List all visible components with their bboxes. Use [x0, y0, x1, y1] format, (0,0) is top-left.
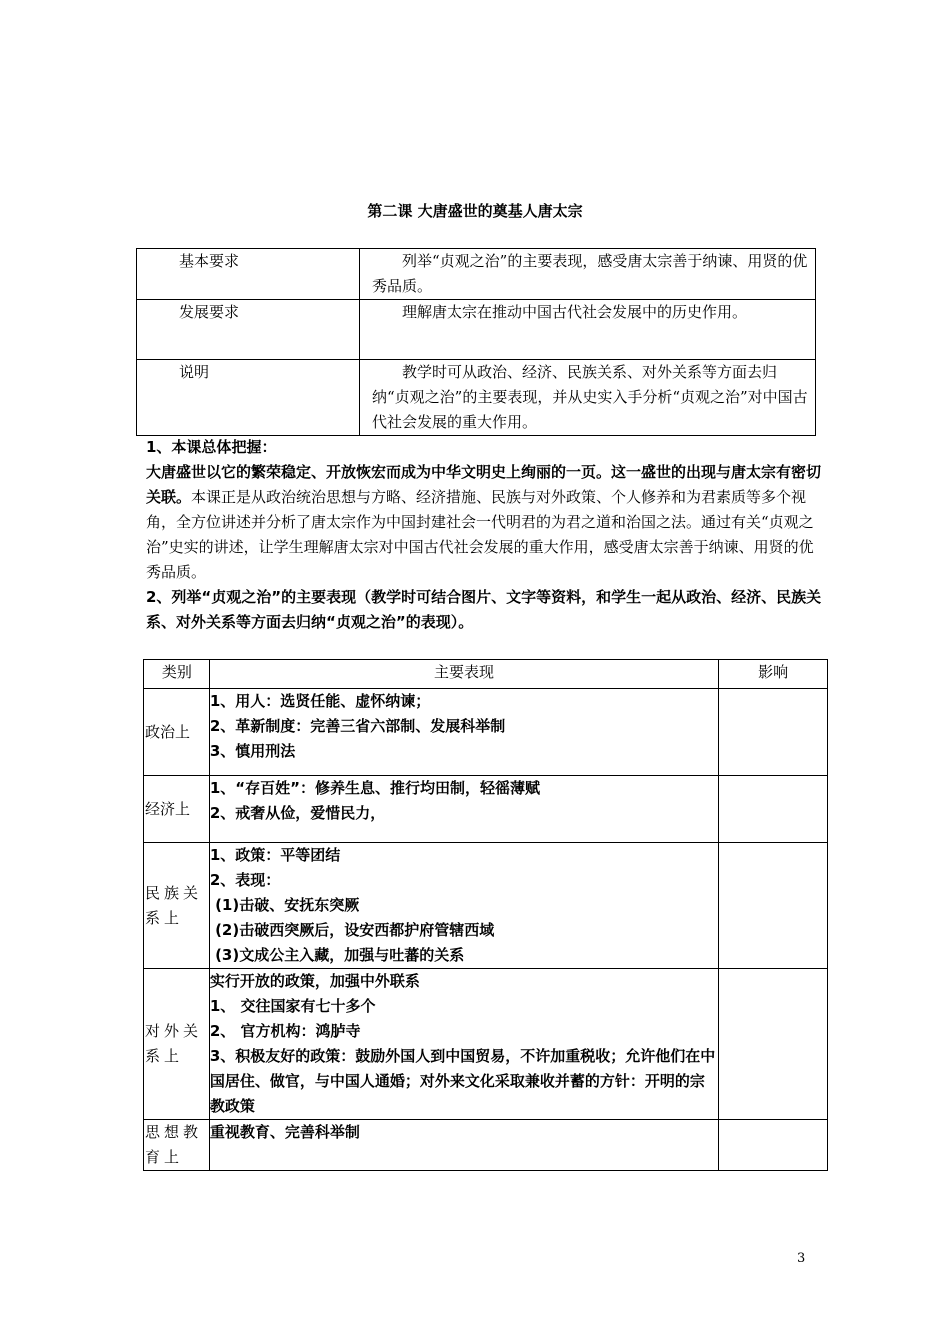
- list-item: 实行开放的政策，加强中外联系: [209, 972, 420, 990]
- category-cell: 经济上: [144, 776, 210, 843]
- main-cell: [209, 843, 718, 969]
- table-header-row: [144, 660, 828, 689]
- requirement-content: 列举“贞观之治”的主要表现，感受唐太宗善于纳谏、用贤的优秀品质。: [360, 249, 816, 300]
- header-category: 类别: [144, 660, 210, 689]
- effect-cell: [719, 1120, 828, 1171]
- category-cell: 政治上: [144, 689, 210, 776]
- main-cell: [209, 969, 718, 1120]
- list-item: (2)击破西突厥后，设安西都护府管辖西域: [209, 921, 495, 939]
- requirement-label: 发展要求: [137, 300, 360, 360]
- list-item: 1、政策：平等团结: [209, 846, 341, 864]
- table-row: [144, 969, 828, 1120]
- table-row: [137, 360, 816, 436]
- list-item: 2、革新制度：完善三省六部制、发展科举制: [209, 717, 506, 735]
- page-title: 第二课 大唐盛世的奠基人唐太宗: [367, 202, 583, 220]
- requirement-content: 理解唐太宗在推动中国古代社会发展中的历史作用。: [360, 300, 816, 360]
- list-item: 重视教育、完善科举制: [209, 1123, 360, 1141]
- table-row: [144, 843, 828, 969]
- requirement-label: 基本要求: [137, 249, 360, 300]
- section1-bold-text: 大唐盛世以它的繁荣稳定、开放恢宏而成为中华文明史上绚丽的一页。这一盛世的出现与唐太宗有密切关联。: [146, 463, 822, 506]
- requirements-table: [136, 248, 816, 436]
- effect-cell: [719, 776, 828, 843]
- list-item: 1、用人：选贤任能、虚怀纳谏；: [209, 692, 431, 710]
- list-item: 2、戒奢从俭，爱惜民力，: [209, 804, 386, 822]
- effect-cell: [719, 689, 828, 776]
- category-cell: 民族关系上: [144, 843, 210, 969]
- section1-paragraph: [146, 460, 826, 585]
- table-row: [137, 300, 816, 360]
- category-cell: 思想教育上: [144, 1120, 210, 1171]
- table-row: [144, 689, 828, 776]
- list-item: 3、慎用刑法: [209, 742, 296, 760]
- section1-heading: 1、本课总体把握：: [146, 438, 277, 456]
- requirement-label: 说明: [137, 360, 360, 436]
- table-row: [137, 249, 816, 300]
- effect-cell: [719, 843, 828, 969]
- performance-table: [143, 659, 828, 1171]
- table-row: [144, 1120, 828, 1171]
- main-cell: [209, 1120, 718, 1171]
- list-item: (3)文成公主入藏，加强与吐蕃的关系: [209, 946, 465, 964]
- category-cell: 对外关系上: [144, 969, 210, 1120]
- header-effect: 影响: [719, 660, 828, 689]
- requirement-content: 教学时可从政治、经济、民族关系、对外关系等方面去归纳“贞观之治”的主要表现，并从史实入手分析“贞观之治”对中国古代社会发展的重大作用。: [360, 360, 816, 436]
- page-number: 3: [797, 1251, 806, 1266]
- list-item: (1)击破、安抚东突厥: [209, 896, 360, 914]
- header-main: 主要表现: [209, 660, 718, 689]
- effect-cell: [719, 969, 828, 1120]
- list-item: 1、“存百姓”：修养生息、推行均田制，轻徭薄赋: [209, 779, 540, 797]
- section2-heading: 2、列举“贞观之治”的主要表现（教学时可结合图片、文字等资料，和学生一起从政治、经济、民族关系、对外关系等方面去归纳“贞观之治”的表现）。: [146, 588, 822, 631]
- main-cell: [209, 776, 718, 843]
- table-row: [144, 776, 828, 843]
- main-cell: [209, 689, 718, 776]
- list-item: 2、表现：: [209, 871, 281, 889]
- section1-normal-text: 本课正是从政治统治思想与方略、经济措施、民族与对外政策、个人修养和为君素质等多个视角，全方位讲述并分析了唐太宗作为中国封建社会一代明君的为君之道和治国之法。通过有关“贞观之治”史实的讲述，让学生理解唐太宗对中国古代社会发展的重大作用，感受唐太宗善于纳谏、用贤的优秀品质。: [146, 488, 814, 581]
- list-item: 2、 官方机构：鸿胪寺: [209, 1022, 361, 1040]
- list-item: 3、积极友好的政策：鼓励外国人到中国贸易，不许加重税收；允许他们在中国居住、做官，与中国人通婚；对外来文化采取兼收并蓄的方针：开明的宗教政策: [209, 1047, 716, 1115]
- list-item: 1、 交往国家有七十多个: [209, 997, 376, 1015]
